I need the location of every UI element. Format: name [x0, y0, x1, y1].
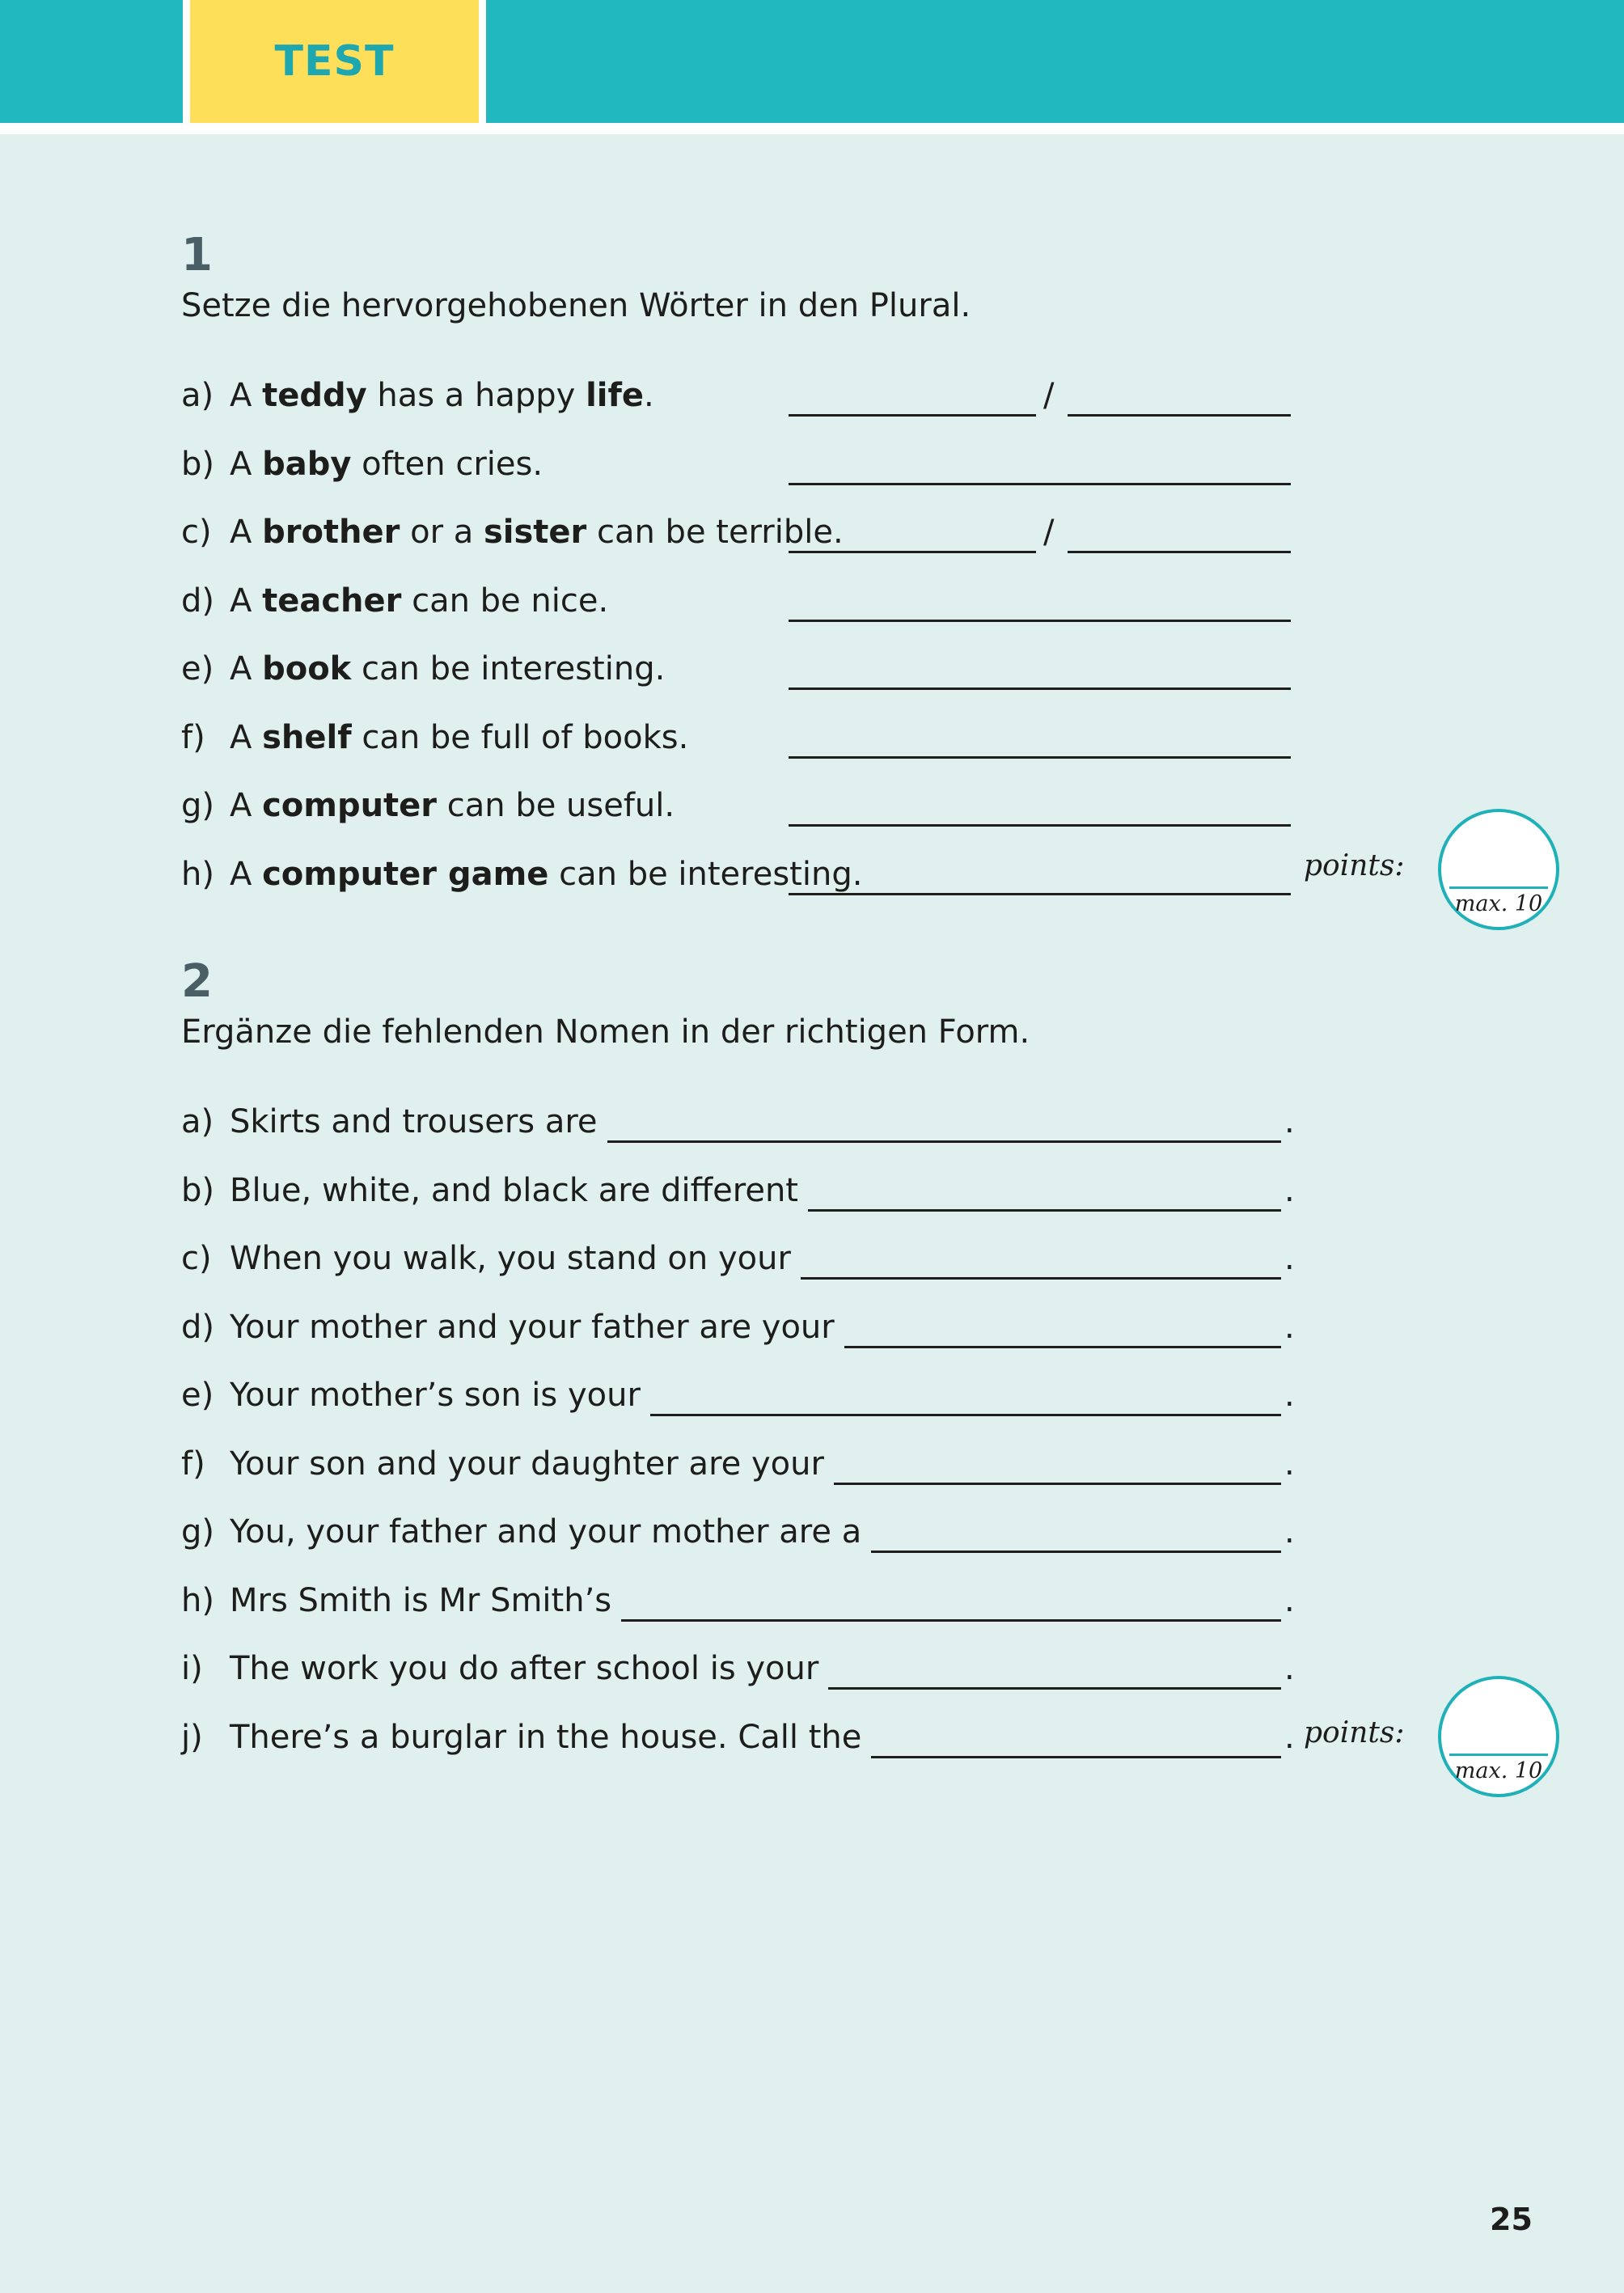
item-letter: f) [181, 718, 205, 756]
exercise-2-item [181, 1309, 1410, 1377]
item-sentence: There’s a burglar in the house. Call the [230, 1718, 862, 1756]
highlighted-word: shelf [262, 718, 352, 756]
item-sentence [230, 787, 675, 824]
sentence-text: A [230, 855, 263, 893]
item-letter: d) [181, 582, 214, 620]
exercise-1-item [181, 377, 1410, 445]
highlighted-word: life [586, 377, 645, 414]
exercise-2-item [181, 1445, 1410, 1513]
exercise-2-item [181, 1513, 1410, 1581]
highlighted-word: book [262, 650, 352, 687]
answer-blank[interactable] [789, 687, 1291, 690]
item-sentence: Your mother’s son is your [230, 1377, 641, 1414]
sentence-period: . [1284, 1581, 1295, 1619]
slash-separator: / [1043, 377, 1055, 414]
answer-blank[interactable] [621, 1619, 1281, 1622]
item-letter: a) [181, 1103, 214, 1140]
sentence-text: often cries. [351, 445, 543, 483]
item-sentence [230, 719, 688, 756]
exercise-2-heading [181, 955, 1030, 1051]
item-letter: a) [181, 377, 214, 414]
exercise-2-item [181, 1240, 1410, 1308]
answer-blank[interactable] [789, 551, 1036, 553]
max-points-label: max. 10 [1454, 1758, 1543, 1783]
sentence-period: . [1284, 1171, 1295, 1209]
answer-blank[interactable] [1068, 551, 1291, 553]
answer-blank[interactable] [871, 1551, 1281, 1553]
sentence-text: can be full of books. [351, 718, 689, 756]
item-sentence: Skirts and trousers are [230, 1103, 598, 1140]
answer-blank[interactable] [871, 1756, 1281, 1758]
slash-separator: / [1043, 514, 1055, 551]
sentence-period: . [1284, 1445, 1295, 1483]
sentence-text: can be useful. [437, 787, 675, 824]
sentence-period: . [1284, 1718, 1295, 1756]
item-letter: c) [181, 1240, 212, 1277]
exercise-number: 1 [181, 229, 213, 281]
answer-blank[interactable] [844, 1346, 1281, 1348]
exercise-1-item [181, 719, 1410, 787]
exercise-1-heading [181, 229, 971, 324]
item-sentence [230, 377, 654, 414]
answer-blank[interactable] [650, 1414, 1281, 1416]
item-sentence: The work you do after school is your [230, 1650, 819, 1687]
exercise-2-item [181, 1377, 1410, 1445]
highlighted-word: sister [483, 514, 587, 551]
exercise-number: 2 [181, 955, 213, 1008]
exercise-1-item [181, 514, 1410, 582]
points-circle[interactable] [1438, 809, 1559, 930]
answer-blank[interactable] [607, 1140, 1281, 1143]
sentence-text: . [644, 377, 654, 414]
highlighted-word: baby [262, 445, 352, 483]
item-letter: c) [181, 514, 212, 551]
sentence-text: or a [400, 514, 484, 551]
exercise-2-item [181, 1719, 1410, 1787]
sentence-period: . [1284, 1650, 1295, 1687]
sentence-text: A [230, 650, 263, 687]
sentence-text: can be nice. [401, 582, 609, 620]
points-entry-line [1449, 1754, 1548, 1756]
sentence-text: A [230, 787, 263, 824]
sentence-text: can be interesting. [351, 650, 666, 687]
sentence-period: . [1284, 1377, 1295, 1414]
sentence-text: can be interesting. [548, 855, 863, 893]
answer-blank[interactable] [834, 1483, 1281, 1485]
exercise-instruction: Ergänze die fehlenden Nomen in der richtigen Form. [181, 1013, 1030, 1051]
exercise-1-item [181, 446, 1410, 514]
item-sentence [230, 582, 608, 620]
exercise-2-item [181, 1103, 1410, 1171]
item-letter: g) [181, 1513, 214, 1551]
item-letter: b) [181, 445, 214, 483]
item-sentence [230, 856, 862, 893]
highlighted-word: teddy [262, 377, 367, 414]
page-number: 25 [1490, 2202, 1533, 2237]
item-sentence: When you walk, you stand on your [230, 1240, 791, 1277]
item-sentence: Your mother and your father are your [230, 1308, 835, 1346]
sentence-text: A [230, 377, 263, 414]
sentence-text: A [230, 445, 263, 483]
answer-blank[interactable] [1068, 414, 1291, 417]
exercise-1-item [181, 787, 1410, 855]
item-letter: i) [181, 1650, 203, 1687]
item-sentence: Blue, white, and black are different [230, 1171, 798, 1209]
sentence-period: . [1284, 1308, 1295, 1346]
answer-blank[interactable] [789, 893, 1291, 895]
item-sentence: You, your father and your mother are a [230, 1513, 862, 1551]
answer-blank[interactable] [789, 824, 1291, 827]
item-letter: d) [181, 1308, 214, 1346]
exercise-2-item [181, 1172, 1410, 1240]
sentence-period: . [1284, 1513, 1295, 1551]
exercise-2-item [181, 1650, 1410, 1718]
sentence-text: can be terrible. [586, 514, 844, 551]
answer-blank[interactable] [828, 1687, 1281, 1690]
points-label: points: [1304, 849, 1405, 882]
item-sentence: Mrs Smith is Mr Smith’s [230, 1581, 612, 1619]
item-letter: b) [181, 1171, 214, 1209]
item-letter: h) [181, 855, 214, 893]
points-entry-line [1449, 886, 1548, 889]
item-letter: j) [181, 1718, 203, 1756]
item-sentence [230, 514, 844, 551]
answer-blank[interactable] [801, 1277, 1281, 1280]
answer-blank[interactable] [789, 756, 1291, 759]
item-letter: e) [181, 650, 214, 687]
exercise-2-item [181, 1582, 1410, 1650]
answer-blank[interactable] [808, 1209, 1281, 1212]
sentence-period: . [1284, 1240, 1295, 1277]
highlighted-word: computer game [262, 855, 549, 893]
max-points-label: max. 10 [1454, 891, 1543, 916]
sentence-text: A [230, 718, 263, 756]
header-bar [0, 0, 1624, 134]
exercise-instruction: Setze die hervorgehobenen Wörter in den Plural. [181, 287, 971, 324]
item-letter: f) [181, 1445, 205, 1483]
item-letter: e) [181, 1377, 214, 1414]
item-letter: g) [181, 787, 214, 824]
sentence-text: A [230, 514, 263, 551]
points-label: points: [1304, 1716, 1405, 1749]
highlighted-word: computer [262, 787, 438, 824]
item-letter: h) [181, 1581, 214, 1619]
test-tab: TEST [183, 0, 486, 123]
answer-blank[interactable] [789, 620, 1291, 622]
sentence-period: . [1284, 1103, 1295, 1140]
highlighted-word: brother [262, 514, 400, 551]
answer-blank[interactable] [789, 414, 1036, 417]
answer-blank[interactable] [789, 483, 1291, 485]
sentence-text: has a happy [366, 377, 586, 414]
sentence-text: A [230, 582, 263, 620]
exercise-1-item [181, 650, 1410, 718]
highlighted-word: teacher [262, 582, 402, 620]
exercise-1-item [181, 582, 1410, 650]
item-sentence: Your son and your daughter are your [230, 1445, 824, 1483]
item-sentence [230, 650, 665, 687]
item-sentence [230, 446, 543, 483]
exercise-1-item [181, 856, 1410, 924]
points-circle[interactable] [1438, 1676, 1559, 1797]
